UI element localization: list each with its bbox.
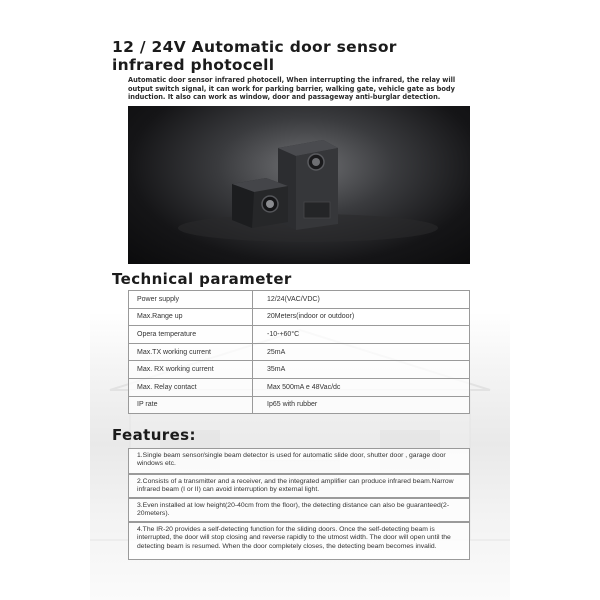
feature-item: 2.Consists of a transmitter and a receiver, and the integrated amplifier can produce infrared beam.Narrow infrared beam (I or II) can avoid interruption by external light.	[128, 474, 470, 498]
feature-item: 1.Single beam sensor/single beam detector is used for automatic slide door, shutter door , garage door windows etc.	[128, 448, 470, 474]
table-row	[129, 308, 470, 326]
param-label: Power supply	[129, 291, 253, 309]
features-heading: Features:	[112, 426, 196, 444]
param-value: 12/24(VAC/VDC)	[253, 291, 470, 309]
technical-parameter-heading: Technical parameter	[112, 270, 292, 288]
product-photo	[128, 106, 470, 264]
param-value: 20Meters(indoor or outdoor)	[253, 308, 470, 326]
table-row	[129, 378, 470, 396]
param-value: Max 500mA e 48Vac/dc	[253, 378, 470, 396]
page-title: 12 / 24V Automatic door sensor infrared photocell	[112, 38, 397, 74]
table-row	[129, 396, 470, 414]
technical-parameter-table	[128, 290, 470, 414]
param-value: 25mA	[253, 343, 470, 361]
transmitter-unit-image	[232, 178, 288, 228]
intro-paragraph: Automatic door sensor infrared photocell, When interrupting the infrared, the relay will output switch signal, it can work for parking barrier, walking gate, vehicle gate as body induction. It also can work as window, door and passageway anti-burglar detection.	[128, 76, 456, 102]
feature-item: 3.Even installed at low height(20-40cm from the floor), the detecting distance can also be guaranteed(2-20meters).	[128, 498, 470, 522]
param-label: Max. RX working current	[129, 361, 253, 379]
table-row	[129, 326, 470, 344]
table-row	[129, 291, 470, 309]
param-label: Max. Relay contact	[129, 378, 253, 396]
table-row	[129, 361, 470, 379]
param-label: Max.TX working current	[129, 343, 253, 361]
param-value: Ip65 with rubber	[253, 396, 470, 414]
param-value: -10-+60°C	[253, 326, 470, 344]
param-label: Max.Range up	[129, 308, 253, 326]
param-label: Opera temperature	[129, 326, 253, 344]
param-value: 35mA	[253, 361, 470, 379]
table-row	[129, 343, 470, 361]
feature-item: 4.The IR-20 provides a self-detecting function for the sliding doors. Once the self-detecting beam is interrupted, the door will stop closing and reverse rapidly to the utmost width. The door will open until the detecting beam is resumed. When the door completely closes, the detecting beam becomes invalid.	[128, 522, 470, 560]
param-label: IP rate	[129, 396, 253, 414]
